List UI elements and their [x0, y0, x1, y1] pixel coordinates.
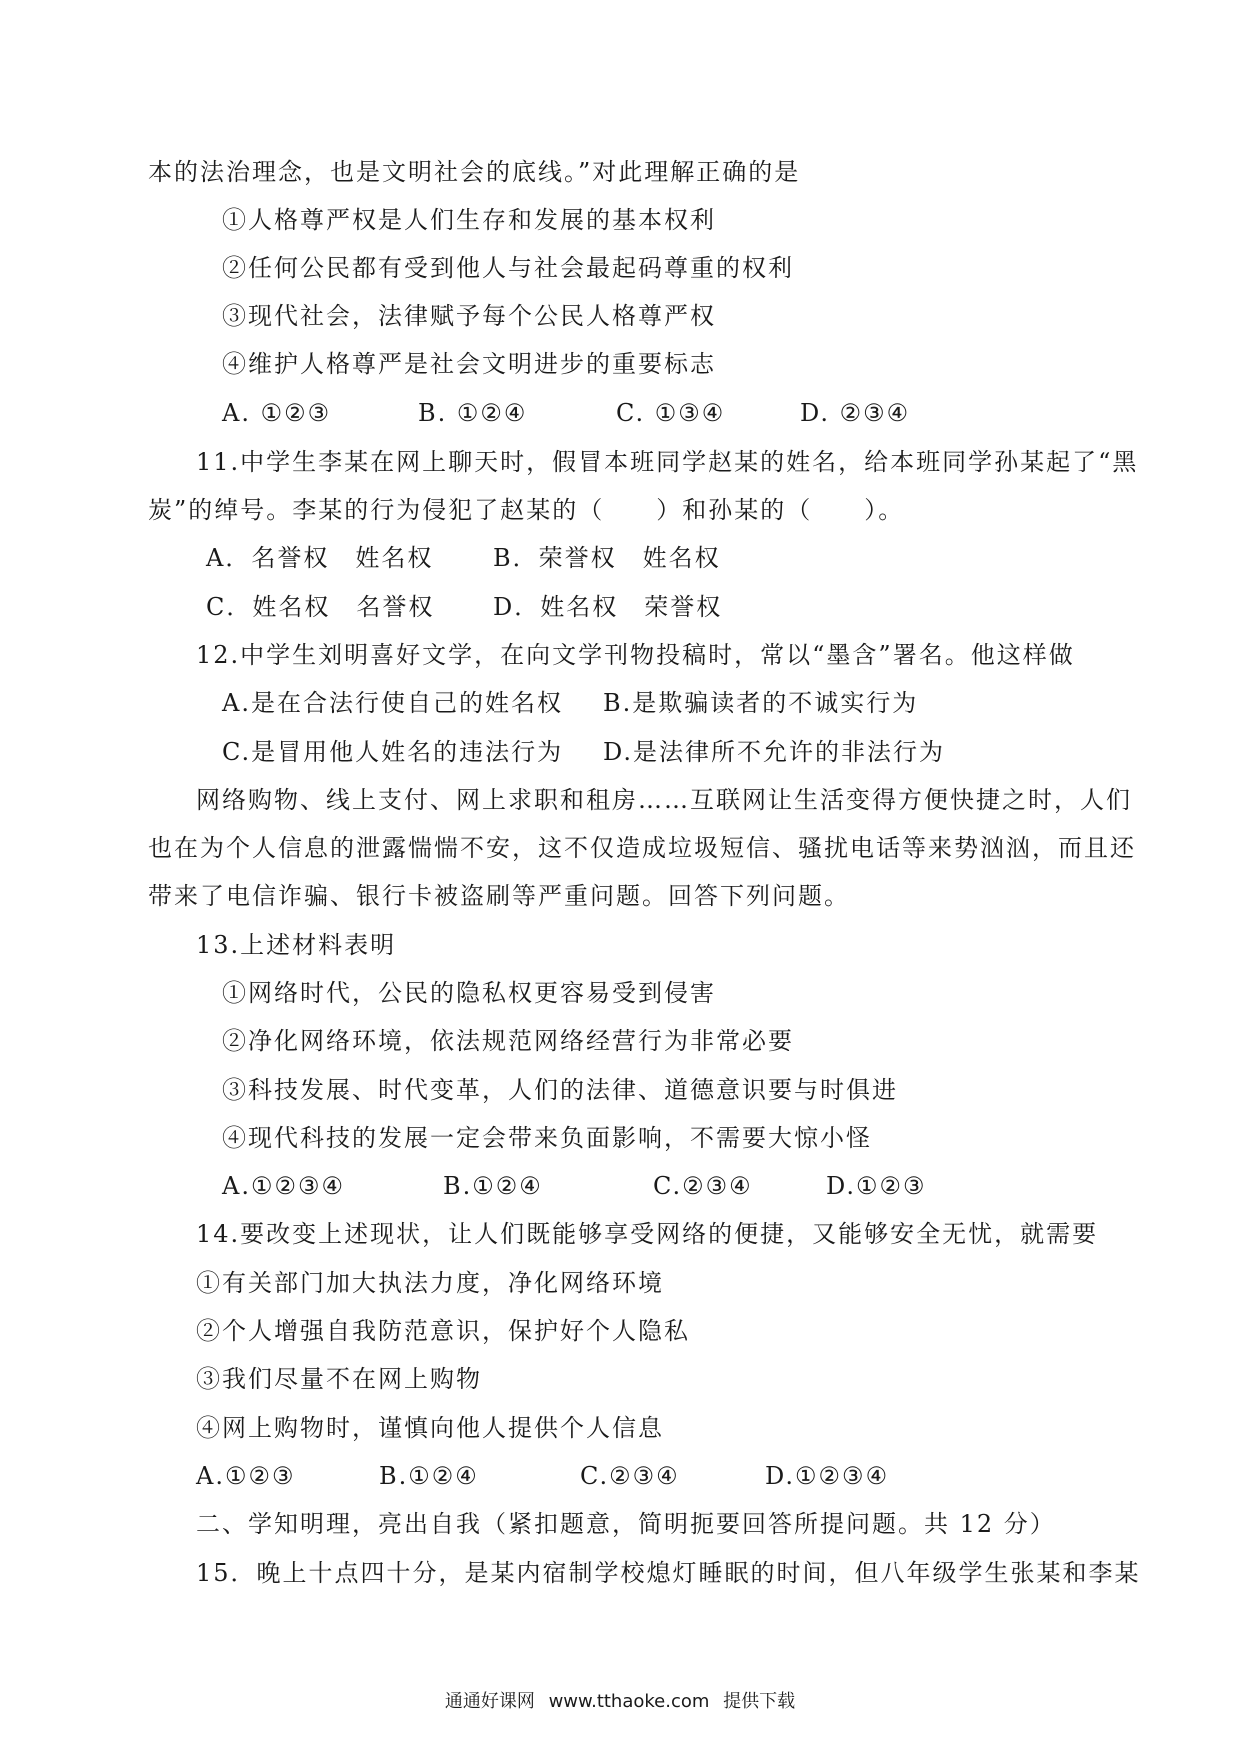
q10-statement-2: ②任何公民都有受到他人与社会最起码尊重的权利 — [222, 254, 794, 282]
q12-stem: 12.中学生刘明喜好文学，在向文学刊物投稿时，常以“墨含”署名。他这样做 — [196, 641, 1075, 669]
q13-statement-4: ④现代科技的发展一定会带来负面影响，不需要大惊小怪 — [222, 1124, 872, 1152]
q14-stem: 14.要改变上述现状，让人们既能够享受网络的便捷，又能够安全无忧，就需要 — [196, 1220, 1099, 1248]
q11-option-c: C．姓名权 名誉权 — [206, 593, 435, 621]
q14-option-c: C.②③④ — [580, 1462, 680, 1490]
q13-statement-1: ①网络时代，公民的隐私权更容易受到侵害 — [222, 979, 716, 1007]
q14-statement-4: ④网上购物时，谨慎向他人提供个人信息 — [196, 1414, 664, 1442]
q10-stem-end: 本的法治理念，也是文明社会的底线。”对此理解正确的是 — [148, 158, 801, 186]
q12-option-d: D.是法律所不允许的非法行为 — [603, 738, 946, 766]
q10-statement-4: ④维护人格尊严是社会文明进步的重要标志 — [222, 350, 716, 378]
q11-stem-line-2: 炭”的绰号。李某的行为侵犯了赵某的（ ）和孙某的（ ）。 — [148, 496, 905, 524]
q14-option-a: A.①②③ — [196, 1462, 296, 1490]
q12-option-c: C.是冒用他人姓名的违法行为 — [222, 738, 564, 766]
q10-statement-3: ③现代社会，法律赋予每个公民人格尊严权 — [222, 302, 716, 330]
q11-stem-line-1: 11.中学生李某在网上聊天时，假冒本班同学赵某的姓名，给本班同学孙某起了“黑 — [196, 448, 1139, 476]
q11-option-b: B．荣誉权 姓名权 — [493, 544, 721, 572]
passage-line-3: 带来了电信诈骗、银行卡被盗刷等严重问题。回答下列问题。 — [148, 882, 850, 910]
q14-statement-3: ③我们尽量不在网上购物 — [196, 1365, 482, 1393]
q13-option-d: D.①②③ — [826, 1172, 927, 1200]
q10-option-a: A. ①②③ — [222, 399, 332, 427]
q13-option-b: B.①②④ — [443, 1172, 543, 1200]
passage-line-2: 也在为个人信息的泄露惴惴不安，这不仅造成垃圾短信、骚扰电话等来势汹汹，而且还 — [148, 834, 1136, 862]
q13-option-c: C.②③④ — [653, 1172, 753, 1200]
footer-url[interactable]: www.tthaoke.com — [548, 1691, 710, 1712]
q14-option-b: B.①②④ — [379, 1462, 479, 1490]
q14-option-d: D.①②③④ — [765, 1462, 890, 1490]
q15-stem: 15．晚上十点四十分，是某内宿制学校熄灯睡眠的时间，但八年级学生张某和李某 — [196, 1559, 1141, 1587]
page-footer — [0, 1690, 1240, 1714]
passage-line-1: 网络购物、线上支付、网上求职和租房……互联网让生活变得方便快捷之时，人们 — [196, 786, 1132, 814]
q13-option-a: A.①②③④ — [222, 1172, 346, 1200]
q13-statement-2: ②净化网络环境，依法规范网络经营行为非常必要 — [222, 1027, 794, 1055]
q12-option-a: A.是在合法行使自己的姓名权 — [222, 689, 563, 717]
q10-option-b: B. ①②④ — [418, 399, 528, 427]
q10-option-c: C. ①③④ — [616, 399, 726, 427]
q11-option-a: A．名誉权 姓名权 — [206, 544, 434, 572]
q10-option-d: D. ②③④ — [800, 399, 911, 427]
section-2-heading: 二、学知明理，亮出自我（紧扣题意，简明扼要回答所提问题。共 12 分） — [196, 1510, 1056, 1538]
q14-statement-2: ②个人增强自我防范意识，保护好个人隐私 — [196, 1317, 690, 1345]
q13-statement-3: ③科技发展、时代变革，人们的法律、道德意识要与时俱进 — [222, 1076, 898, 1104]
q13-stem: 13.上述材料表明 — [196, 931, 397, 959]
q14-statement-1: ①有关部门加大执法力度，净化网络环境 — [196, 1269, 664, 1297]
footer-site-name: 通通好课网 — [444, 1691, 535, 1712]
q12-option-b: B.是欺骗读者的不诚实行为 — [603, 689, 919, 717]
q11-option-d: D．姓名权 荣誉权 — [493, 593, 723, 621]
footer-suffix: 提供下载 — [723, 1691, 796, 1712]
q10-statement-1: ①人格尊严权是人们生存和发展的基本权利 — [222, 206, 716, 234]
